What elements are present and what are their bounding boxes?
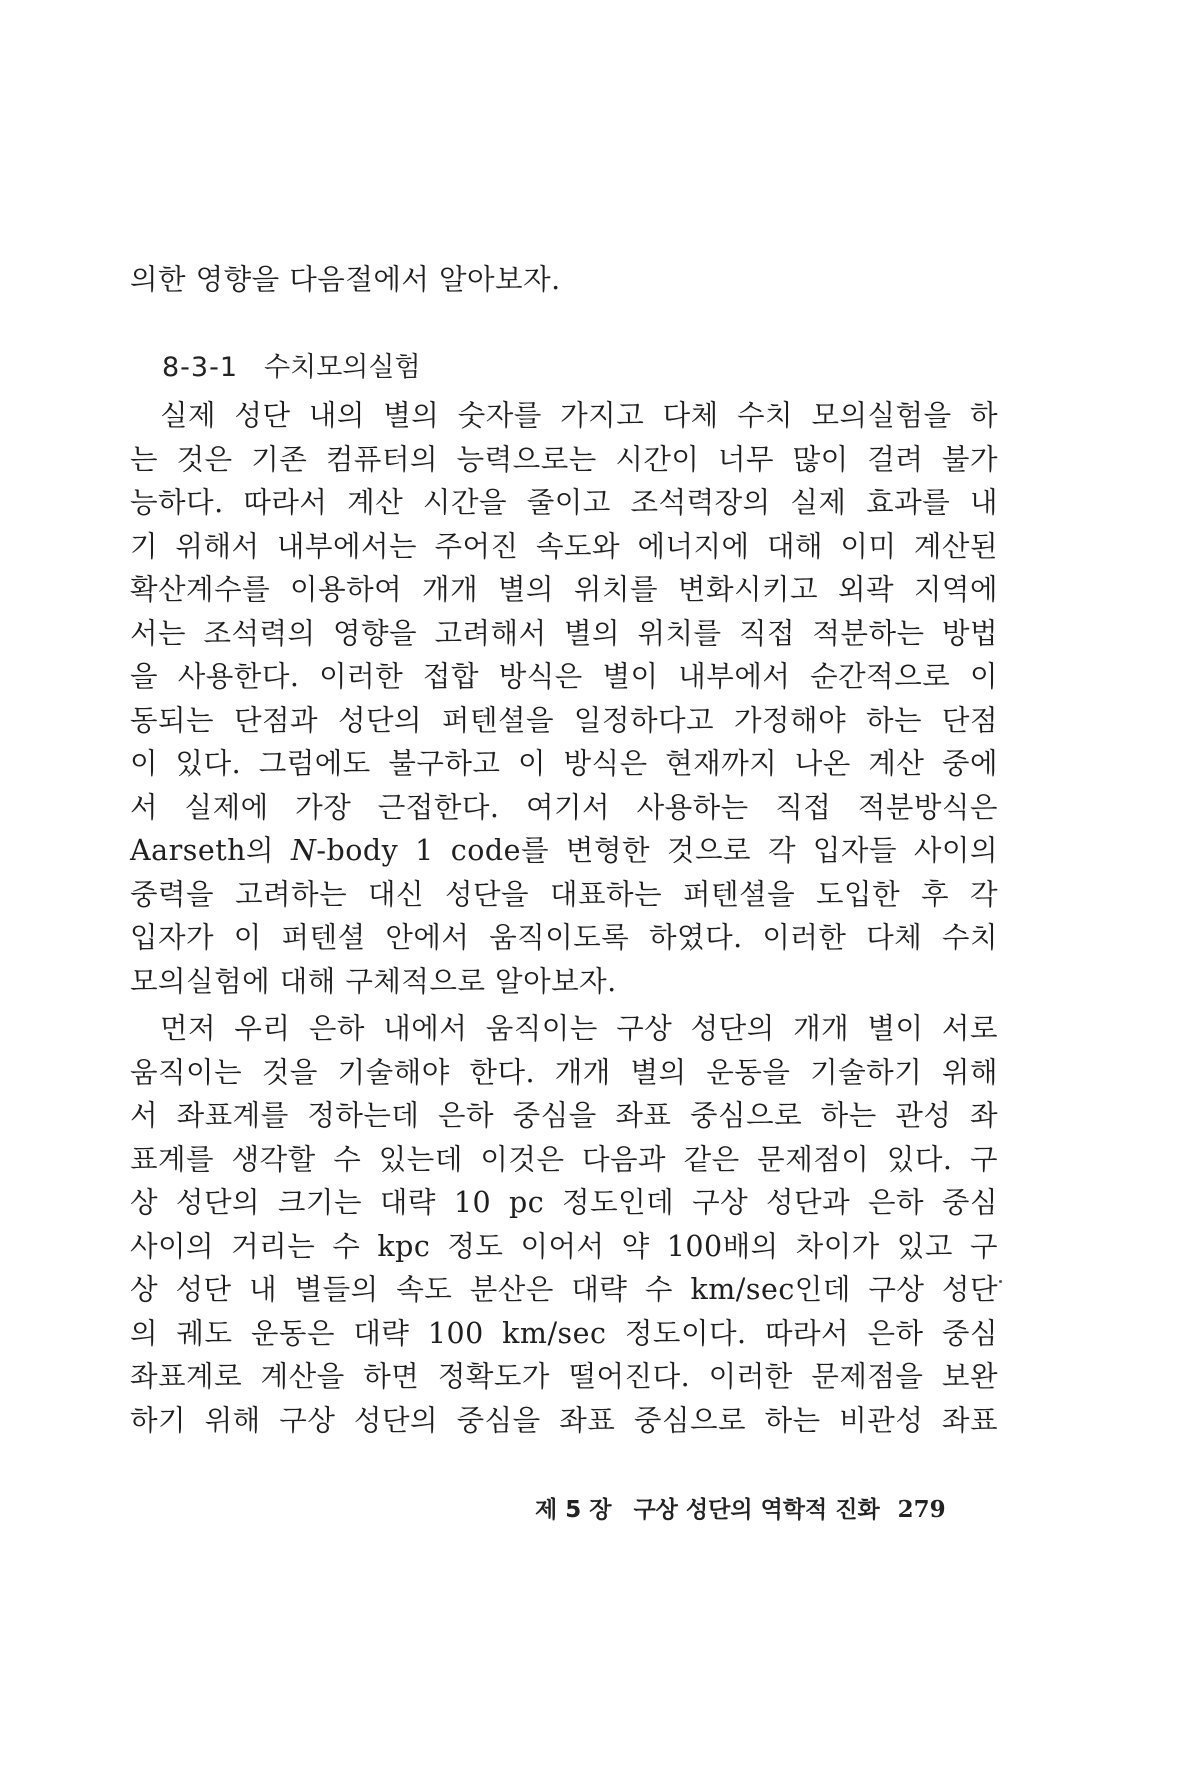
paragraph-line: 움직이는 것을 기술해야 한다. 개개 별의 운동을 기술하기 위해 — [130, 1055, 998, 1089]
section-heading — [162, 348, 421, 388]
paragraph-line: 이 있다. 그럼에도 불구하고 이 방식은 현재까지 나온 계산 중에 — [130, 747, 998, 780]
paragraph-line: 서 실제에 가장 근접한다. 여기서 사용하는 직접 적분방식은 — [130, 790, 998, 824]
paragraph-line: 중력을 고려하는 대신 성단을 대표하는 퍼텐셜을 도입한 후 각 — [130, 877, 998, 911]
opening-line: 의한 영향을 다음절에서 알아보자. — [130, 263, 561, 296]
paragraph-line: 기 위해서 내부에서는 주어진 속도와 에너지에 대해 이미 계산된 — [130, 529, 998, 563]
paragraph-line: 상 성단의 크기는 대략 10 pc 정도인데 구상 성단과 은하 중심 — [130, 1186, 998, 1219]
paragraph-line: 의 궤도 운동은 대략 100 km/sec 정도이다. 따라서 은하 중심 — [130, 1316, 998, 1350]
footer-title: 구상 성단의 역학적 진화 — [633, 1497, 880, 1523]
paragraph-line: 좌표계로 계산을 하면 정확도가 떨어진다. 이러한 문제점을 보완 — [130, 1360, 998, 1393]
paragraph-line: 능하다. 따라서 계산 시간을 줄이고 조석력장의 실제 효과를 내 — [130, 486, 998, 519]
paragraph-line: 실제 성단 내의 별의 숫자를 가지고 다체 수치 모의실험을 하 — [160, 399, 998, 432]
paragraph-line: 확산계수를 이용하여 개개 별의 위치를 변화시키고 외곽 지역에 — [130, 573, 998, 606]
paragraph-line: 동되는 단점과 성단의 퍼텐셜을 일정하다고 가정해야 하는 단점 — [130, 703, 998, 737]
paragraph-line: 입자가 이 퍼텐셜 안에서 움직이도록 하였다. 이러한 다체 수치 — [130, 921, 998, 954]
running-footer — [535, 1494, 946, 1526]
paragraph-line: 하기 위해 구상 성단의 중심을 좌표 중심으로 하는 비관성 좌표 — [130, 1403, 998, 1437]
nbody-text: -body 1 code를 변형한 것으로 각 입자들 사이의 — [316, 834, 998, 867]
paragraph-line: 사이의 거리는 수 kpc 정도 이어서 약 100배의 차이가 있고 구 — [130, 1229, 998, 1263]
paragraph-line: 는 것은 기존 컴퓨터의 능력으로는 시간이 너무 많이 걸려 불가 — [130, 442, 998, 476]
paragraph-line: 을 사용한다. 이러한 접합 방식은 별이 내부에서 순간적으로 이 — [130, 660, 998, 693]
footer-chapter: 제 5 장 — [535, 1497, 612, 1523]
paragraph-numerical-simulation — [130, 394, 998, 1003]
page-number: 279 — [897, 1496, 946, 1523]
paragraph-line: 서 좌표계를 정하는데 은하 중심을 좌표 중심으로 하는 관성 좌 — [130, 1099, 998, 1132]
paragraph-line: 상 성단 내 별들의 속도 분산은 대략 수 km/sec인데 구상 성단 — [130, 1273, 998, 1306]
section-number: 8-3-1 — [162, 352, 239, 383]
aarseth-text: Aarseth의 — [130, 834, 291, 867]
paragraph-coordinate-system — [130, 1007, 998, 1442]
paragraph-line: 표계를 생각할 수 있는데 이것은 다음과 같은 문제점이 있다. 구 — [130, 1142, 998, 1176]
section-title: 수치모의실험 — [264, 352, 421, 383]
paragraph-line: 먼저 우리 은하 내에서 움직이는 구상 성단의 개개 별이 서로 — [160, 1012, 998, 1045]
italic-n: N — [290, 834, 317, 867]
paragraph-line: 서는 조석력의 영향을 고려해서 별의 위치를 직접 적분하는 방법 — [130, 616, 998, 650]
paragraph-line: 모의실험에 대해 구체적으로 알아보자. — [130, 964, 617, 998]
paragraph-line-aarseth — [130, 829, 998, 873]
scan-speck — [999, 1280, 1002, 1283]
